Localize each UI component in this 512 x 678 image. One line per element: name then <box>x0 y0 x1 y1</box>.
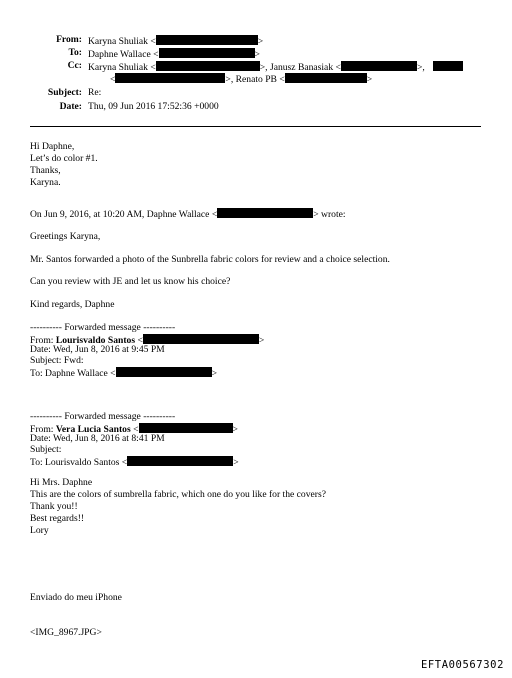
message-line: Hi Mrs. Daphne <box>30 477 93 488</box>
angle-close: > <box>258 335 265 346</box>
to-value <box>88 48 260 60</box>
quote-body: Mr. Santos forwarded a photo of the Sunbrella fabric colors for review and a choice selection. <box>30 254 390 265</box>
angle-open: < <box>135 335 143 346</box>
angle-open: < <box>130 424 139 435</box>
quote-question: Can you review with JE and let us know his choice? <box>30 276 231 287</box>
message-line: Thank you!! <box>30 501 78 512</box>
message-line: Lory <box>30 525 49 536</box>
sent-from-signature: Enviado do meu iPhone <box>30 592 122 603</box>
to-name: Daphne Wallace < <box>88 49 159 60</box>
from-name: Karyna Shuliak < <box>88 36 156 47</box>
cc-value-line2 <box>110 73 372 85</box>
quote-greeting: Greetings Karyna, <box>30 231 101 242</box>
angle-close: > <box>366 74 373 85</box>
message-line: This are the colors of sumbrella fabric, which one do you like for the covers? <box>30 489 326 500</box>
bates-stamp: EFTA00567302 <box>420 659 504 671</box>
redaction-box <box>116 367 212 377</box>
forward-banner: ---------- Forwarded message ---------- <box>30 411 176 422</box>
forward-to <box>30 367 217 379</box>
forward-to <box>30 456 239 468</box>
redaction-box <box>156 35 258 45</box>
redaction-box <box>127 456 233 466</box>
forward-from-name: Vera Lucia Santos <box>55 424 131 435</box>
forward-from-label: From: <box>30 335 54 346</box>
cc-name: >, Renato PB < <box>225 74 285 85</box>
from-label: From: <box>56 34 82 45</box>
redaction-box <box>143 334 259 344</box>
forward-to-text: To: Daphne Wallace < <box>30 368 116 379</box>
cc-name: >, Janusz Banasiak < <box>259 62 341 73</box>
reply-line: Hi Daphne, <box>30 141 75 152</box>
redaction-box <box>159 48 255 58</box>
forward-subject: Subject: Fwd: <box>30 355 84 366</box>
forward-date: Date: Wed, Jun 8, 2016 at 9:45 PM <box>30 344 165 355</box>
redaction-box <box>285 73 367 83</box>
angle-open: < <box>110 74 116 85</box>
forward-to-text: To: Lourisvaldo Santos < <box>30 457 128 468</box>
redaction-box <box>139 423 233 433</box>
quote-intro <box>30 208 346 220</box>
subject-value: Re: <box>88 87 102 98</box>
to-label: To: <box>68 47 82 58</box>
angle-close: > <box>232 424 238 435</box>
message-line: Best regards!! <box>30 513 85 524</box>
cc-name: Karyna Shuliak < <box>88 62 156 73</box>
from-value <box>88 35 263 47</box>
redaction-box <box>156 61 260 71</box>
forward-from-name: Lourisvaldo Santos <box>55 335 136 346</box>
angle-close: > <box>257 36 264 47</box>
forward-from-label: From: <box>30 424 54 435</box>
redaction-box <box>217 208 313 218</box>
reply-line: Karyna. <box>30 177 61 188</box>
cc-value-line1 <box>88 61 463 73</box>
redaction-box <box>341 61 417 71</box>
reply-line: Let’s do color #1. <box>30 153 98 164</box>
angle-close: > <box>211 368 217 379</box>
quote-signoff: Kind regards, Daphne <box>30 299 115 310</box>
quote-intro-text: On Jun 9, 2016, at 10:20 AM, Daphne Wallace < <box>30 209 218 220</box>
redaction-box <box>115 73 225 83</box>
date-value: Thu, 09 Jun 2016 17:52:36 +0000 <box>88 101 219 112</box>
forward-subject: Subject: <box>30 444 62 455</box>
cc-label: Cc: <box>67 60 82 71</box>
angle-close: > <box>254 49 260 60</box>
redaction-box <box>433 61 463 71</box>
quote-intro-suffix: > wrote: <box>313 209 346 220</box>
angle-close: >, <box>416 62 425 73</box>
header-divider <box>30 126 481 127</box>
date-label: Date: <box>59 101 82 112</box>
subject-label: Subject: <box>47 87 82 98</box>
reply-line: Thanks, <box>30 165 61 176</box>
attachment-reference: <IMG_8967.JPG> <box>30 627 102 638</box>
forward-banner: ---------- Forwarded message ---------- <box>30 322 176 333</box>
forward-date: Date: Wed, Jun 8, 2016 at 8:41 PM <box>30 433 165 444</box>
angle-close: > <box>233 457 239 468</box>
